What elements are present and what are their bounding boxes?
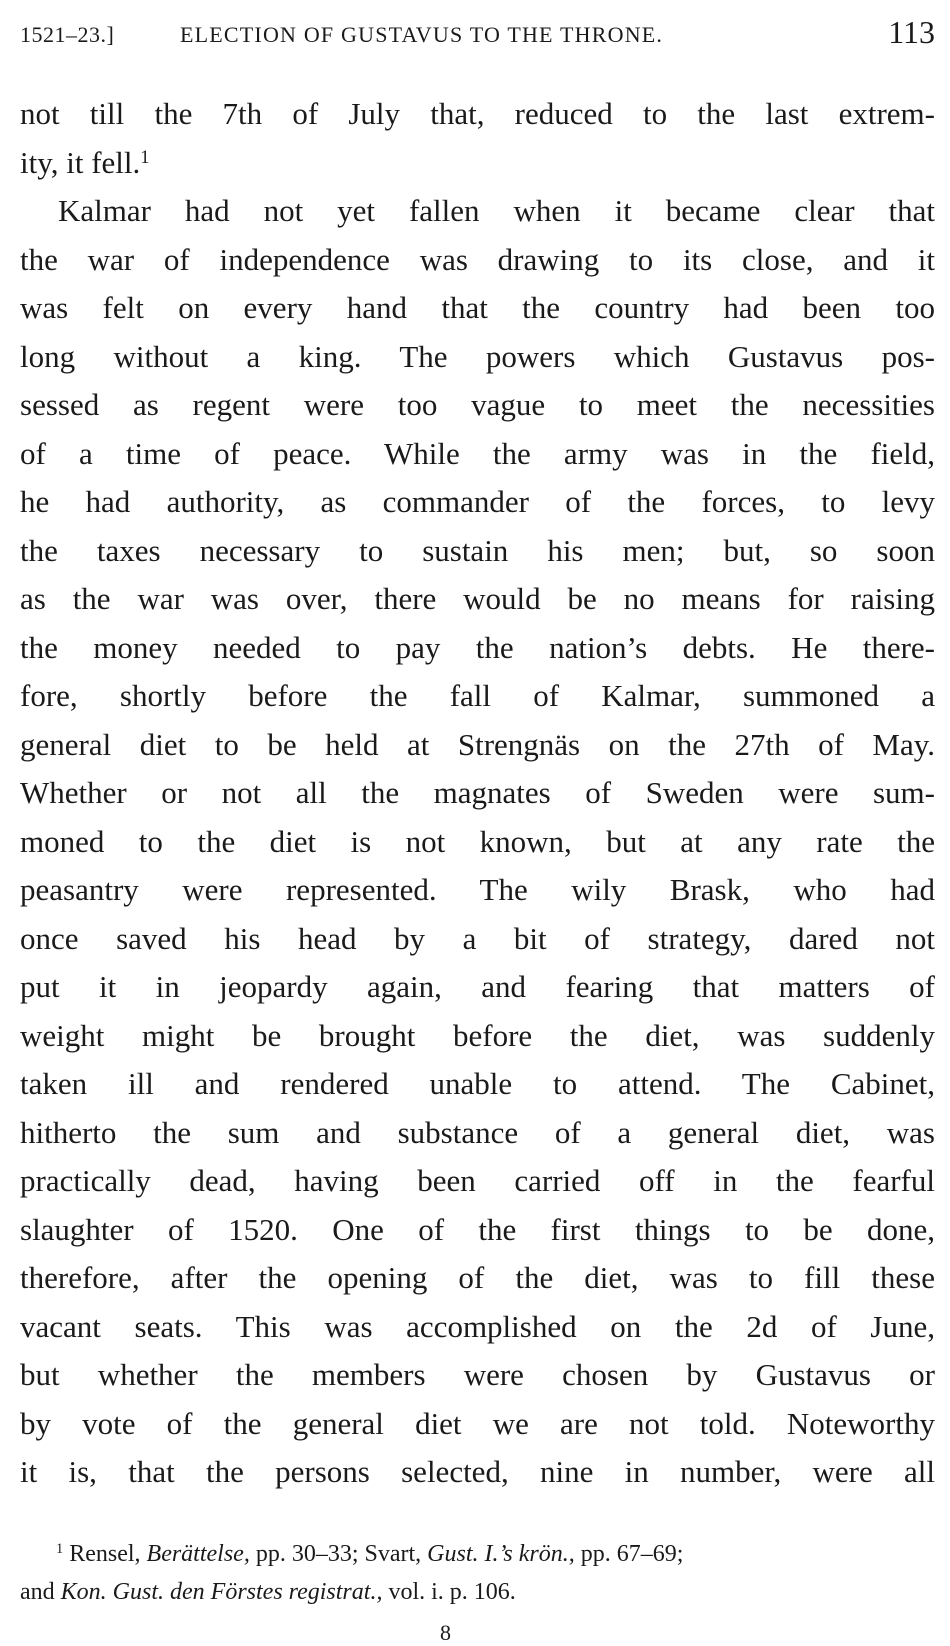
text-line: general diet to be held at Strengnäs on the 27th of May. xyxy=(20,726,935,762)
text-line: of a time of peace. While the army was in the field, xyxy=(20,435,935,471)
text-line: weight might be brought before the diet, was suddenly xyxy=(20,1017,935,1053)
text-line: hitherto the sum and substance of a general diet, was xyxy=(20,1114,935,1150)
text-line: by vote of the general diet we are not told. Noteworthy xyxy=(20,1405,935,1441)
footnote-text: and xyxy=(20,1579,61,1605)
footnote-line xyxy=(20,1573,935,1611)
header-date-range: 1521–23.] xyxy=(20,22,115,47)
text-line: slaughter of 1520. One of the first things to be done, xyxy=(20,1211,935,1247)
text-line: he had authority, as commander of the forces, to levy xyxy=(20,484,935,519)
text-line: sessed as regent were too vague to meet the necessities xyxy=(20,387,935,422)
running-header xyxy=(20,14,935,54)
text-line: it is, that the persons selected, nine in number, were all xyxy=(20,1454,935,1489)
text-line: moned to the diet is not known, but at any rate the xyxy=(20,823,935,859)
text-line: put it in jeopardy again, and fearing that matters of xyxy=(20,969,935,1004)
text-line: Kalmar had not yet fallen when it became clear that xyxy=(58,193,935,228)
text-line: peasantry were represented. The wily Brask, who had xyxy=(20,872,935,907)
text-line: fore, shortly before the fall of Kalmar, summoned a xyxy=(20,678,935,713)
footnote-text: pp. 30–33; Svart, xyxy=(249,1541,428,1567)
text-line: Whether or not all the magnates of Sweden were sum- xyxy=(20,775,935,810)
page-number: 113 xyxy=(888,14,935,50)
text-line: not till the 7th of July that, reduced to the last extrem- xyxy=(20,96,935,131)
footnote-title: Kon. Gust. den Förstes registrat., xyxy=(60,1579,383,1605)
text-line: taken ill and rendered unable to attend. The Cabinet, xyxy=(20,1066,935,1101)
text-line xyxy=(20,139,935,188)
body-text xyxy=(20,90,935,1497)
text-line: vacant seats. This was accomplished on the 2d of June, xyxy=(20,1308,935,1344)
footnote-title: Gust. I.’s krön., xyxy=(427,1541,575,1567)
footnote-reference: 1 xyxy=(140,146,150,168)
text-line: as the war was over, there would be no means for raising xyxy=(20,581,935,616)
text-line: was felt on every hand that the country had been too xyxy=(20,290,935,325)
signature-mark: 8 xyxy=(440,1620,451,1645)
footnote-marker: 1 xyxy=(56,1541,64,1558)
footnote-text: Rensel, xyxy=(69,1541,147,1567)
text-line: the war of independence was drawing to its close, and it xyxy=(20,241,935,277)
text-line: therefore, after the opening of the diet, was to fill these xyxy=(20,1260,935,1295)
footnote-title: Berättelse, xyxy=(146,1541,250,1567)
text-line: practically dead, having been carried off in the fearful xyxy=(20,1163,935,1198)
footnote-text: pp. 67–69; xyxy=(574,1541,684,1567)
header-chapter-title: ELECTION OF GUSTAVUS TO THE THRONE. xyxy=(180,22,664,47)
footnotes xyxy=(20,1535,935,1611)
footnote-line xyxy=(20,1535,935,1573)
footnote-text: vol. i. p. 106. xyxy=(382,1579,516,1605)
text-line: but whether the members were chosen by Gustavus or xyxy=(20,1357,935,1392)
text-line-content: ity, it fell. xyxy=(20,144,141,180)
text-line: long without a king. The powers which Gustavus pos- xyxy=(20,338,935,374)
text-line: once saved his head by a bit of strategy, dared not xyxy=(20,920,935,956)
text-line: the money needed to pay the nation’s debts. He there- xyxy=(20,629,935,665)
text-line: the taxes necessary to sustain his men; but, so soon xyxy=(20,532,935,568)
